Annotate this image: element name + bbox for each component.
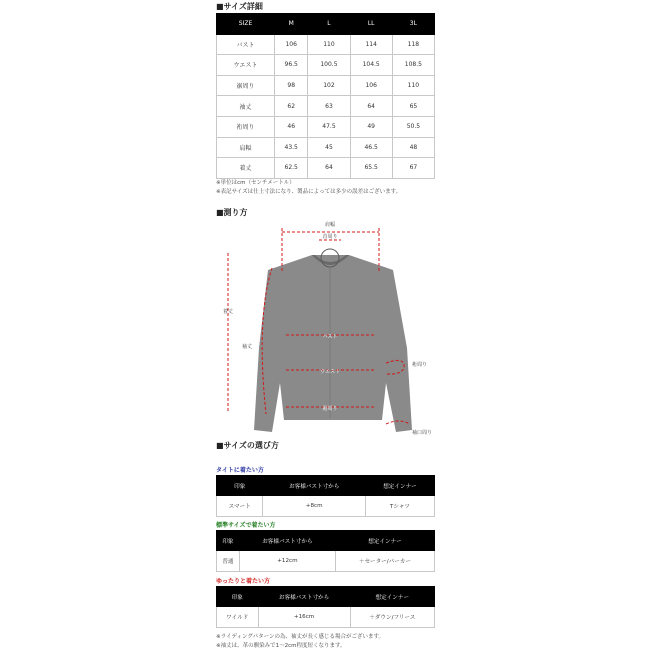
- table-cell: ＋ダウン/フリース: [350, 607, 434, 628]
- fit-table-loose: [216, 586, 435, 628]
- size-section-title: ■サイズ詳細: [216, 2, 263, 11]
- table-cell: 43.5: [275, 137, 308, 158]
- row-label: バスト: [217, 34, 275, 55]
- table-cell: +8cm: [263, 496, 366, 517]
- label-bust: バスト: [322, 334, 338, 340]
- fit-group-title-standard: 標準サイズで着たい方: [216, 522, 276, 529]
- sleeve-shrink-note: ※袖丈は、革の馴染みで1～2cm程度短くなります。: [216, 643, 346, 649]
- size-table-header-cell: L: [308, 14, 350, 35]
- table-row: [217, 158, 435, 179]
- table-cell: 63: [308, 96, 350, 117]
- label-hem: 裾周り: [322, 406, 338, 412]
- fit-header-cell: お客様バスト寸から: [239, 531, 335, 551]
- table-cell: 67: [392, 158, 434, 179]
- table-cell: 46.5: [350, 137, 392, 158]
- size-table: [216, 13, 435, 179]
- table-cell: 96.5: [275, 55, 308, 76]
- table-cell: Tシャツ: [365, 496, 434, 517]
- fit-table-standard: [216, 530, 435, 572]
- measurement-diagram: [216, 218, 436, 443]
- unit-note: ※単位はcm（センチメートル）: [216, 180, 295, 186]
- row-label: 裄周り: [217, 116, 275, 137]
- riding-pattern-note: ※ライディングパターンの為、袖丈が長く感じる場合がございます。: [216, 634, 385, 640]
- table-cell: +12cm: [239, 551, 335, 572]
- size-table-header: [217, 14, 435, 35]
- table-cell: 50.5: [392, 116, 434, 137]
- size-table-header-cell: M: [275, 14, 308, 35]
- table-cell: 45: [308, 137, 350, 158]
- table-cell: 48: [392, 137, 434, 158]
- table-cell: 49: [350, 116, 392, 137]
- fit-header-cell: 印象: [217, 587, 259, 607]
- measure-section-title: ■測り方: [216, 208, 248, 217]
- table-cell: 108.5: [392, 55, 434, 76]
- table-row: [217, 607, 435, 628]
- table-cell: 64: [308, 158, 350, 179]
- table-cell: スマート: [217, 496, 263, 517]
- fit-header-cell: 印象: [217, 531, 240, 551]
- table-cell: 106: [350, 75, 392, 96]
- table-cell: +16cm: [258, 607, 350, 628]
- row-label: 袖丈: [217, 96, 275, 117]
- table-cell: 118: [392, 34, 434, 55]
- fit-header-cell: 想定インナー: [350, 587, 434, 607]
- fit-header-cell: お客様バスト寸から: [263, 476, 366, 496]
- label-length: 着丈: [222, 309, 234, 315]
- label-cuff: 袖口周り: [412, 430, 433, 436]
- fit-header-cell: 想定インナー: [335, 531, 434, 551]
- table-cell: 98: [275, 75, 308, 96]
- label-shoulder: 肩幅: [324, 222, 336, 228]
- row-label: 裾周り: [217, 75, 275, 96]
- table-cell: 62.5: [275, 158, 308, 179]
- table-cell: 110: [308, 34, 350, 55]
- table-row: [217, 551, 435, 572]
- fit-table-tight: [216, 475, 435, 517]
- table-cell: 64: [350, 96, 392, 117]
- table-cell: 104.5: [350, 55, 392, 76]
- table-cell: ＋セーター/パーカー: [335, 551, 434, 572]
- fit-group-title-loose: ゆったりと着たい方: [216, 578, 270, 585]
- fit-group-title-tight: タイトに着たい方: [216, 467, 264, 474]
- table-row: [217, 496, 435, 517]
- table-row: [217, 34, 435, 55]
- size-table-header-cell: SIZE: [217, 14, 275, 35]
- table-cell: 65: [392, 96, 434, 117]
- row-label: 肩幅: [217, 137, 275, 158]
- table-cell: 106: [275, 34, 308, 55]
- table-row: [217, 75, 435, 96]
- table-cell: 100.5: [308, 55, 350, 76]
- fit-header-cell: 想定インナー: [365, 476, 434, 496]
- fit-table-header: [217, 587, 435, 607]
- fit-table-header: [217, 531, 435, 551]
- label-sleeve: 袖丈: [241, 344, 253, 350]
- fit-table-header: [217, 476, 435, 496]
- row-label: ウエスト: [217, 55, 275, 76]
- fit-header-cell: 印象: [217, 476, 263, 496]
- row-label: 着丈: [217, 158, 275, 179]
- table-cell: ワイルド: [217, 607, 259, 628]
- label-neck: 首周り: [322, 234, 338, 240]
- table-cell: 110: [392, 75, 434, 96]
- size-table-header-cell: LL: [350, 14, 392, 35]
- table-row: [217, 96, 435, 117]
- table-cell: 62: [275, 96, 308, 117]
- table-cell: 46: [275, 116, 308, 137]
- table-row: [217, 116, 435, 137]
- tolerance-note: ※表記サイズは仕上寸法になり、製品によっては多少の誤差はございます。: [216, 189, 402, 195]
- size-table-header-cell: 3L: [392, 14, 434, 35]
- fit-section-title: ■サイズの選び方: [216, 441, 279, 450]
- table-row: [217, 137, 435, 158]
- table-cell: 47.5: [308, 116, 350, 137]
- fit-header-cell: お客様バスト寸から: [258, 587, 350, 607]
- label-sleeve-width: 裄周り: [412, 362, 428, 368]
- table-cell: 114: [350, 34, 392, 55]
- table-cell: 65.5: [350, 158, 392, 179]
- table-cell: 普通: [217, 551, 240, 572]
- label-waist: ウエスト: [319, 369, 341, 375]
- table-cell: 102: [308, 75, 350, 96]
- table-row: [217, 55, 435, 76]
